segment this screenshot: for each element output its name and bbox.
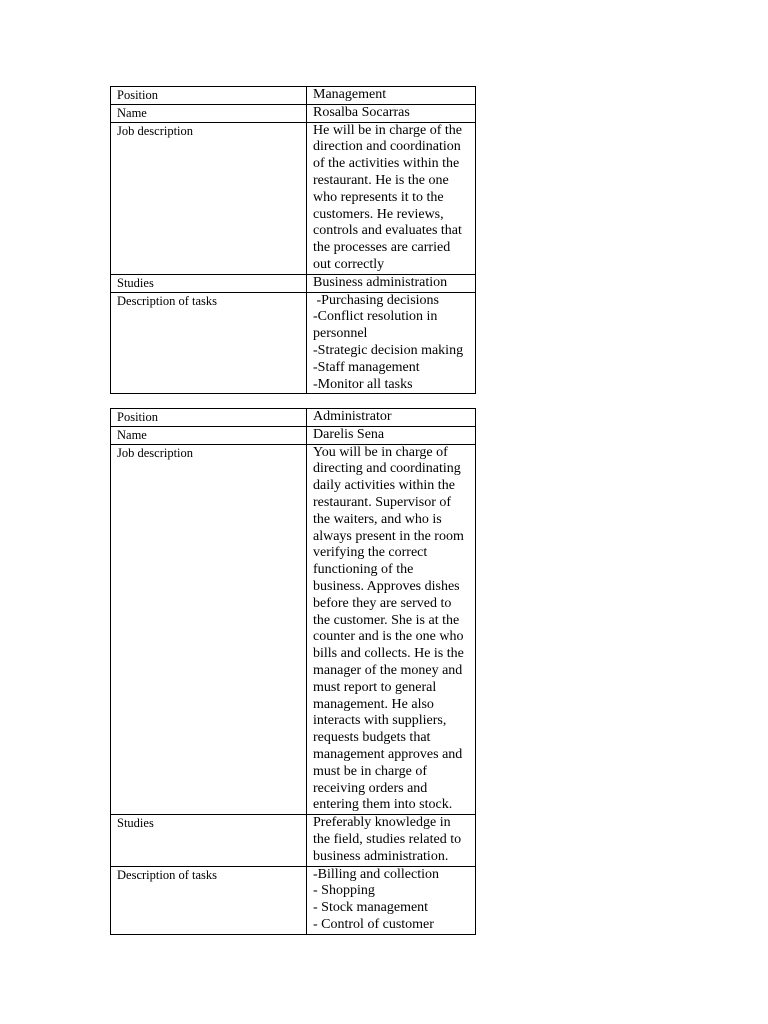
row-label: Description of tasks (111, 866, 307, 934)
value-line: the processes are carried (313, 240, 451, 256)
value-line: -Strategic decision making (313, 342, 464, 358)
value-line: -Conflict resolution in (313, 309, 438, 325)
row-label: Position (111, 409, 307, 427)
row-label: Description of tasks (111, 292, 307, 394)
row-label: Position (111, 87, 307, 105)
value-line: must be in charge of (313, 763, 428, 779)
value-line: -Monitor all tasks (313, 376, 413, 392)
table-row (111, 409, 476, 427)
value-line: who represents it to the (313, 189, 444, 205)
value-line: Preferably knowledge in (313, 815, 451, 831)
row-label: Studies (111, 815, 307, 866)
row-label: Name (111, 104, 307, 122)
table-row (111, 866, 476, 934)
row-label: Studies (111, 274, 307, 292)
row-value (307, 292, 476, 394)
row-label: Job description (111, 444, 307, 815)
value-line: restaurant. Supervisor of (313, 494, 452, 510)
value-line: - Shopping (313, 883, 375, 899)
value-line: management approves and (313, 746, 463, 762)
table-row (111, 815, 476, 866)
value-line: - Stock management (313, 900, 429, 916)
value-line: always present in the room (313, 528, 464, 544)
value-line: Administrator (313, 409, 392, 424)
job-table-management (110, 86, 476, 394)
row-value (307, 444, 476, 815)
row-value (307, 409, 476, 427)
value-line: -Billing and collection (313, 866, 439, 882)
value-line: Rosalba Socarras (313, 104, 410, 120)
value-line: interacts with suppliers, (313, 713, 447, 729)
value-line: must report to general (313, 679, 437, 695)
value-line: verifying the correct (313, 545, 428, 561)
value-line: counter and is the one who (313, 629, 464, 645)
table-row (111, 444, 476, 815)
value-line: the customer. She is at the (313, 612, 460, 628)
value-line: bills and collects. He is the (313, 646, 464, 662)
row-value (307, 866, 476, 934)
job-table-administrator (110, 408, 476, 935)
value-line: customers. He reviews, (313, 206, 444, 222)
value-line: business. Approves dishes (313, 578, 460, 594)
table-row (111, 426, 476, 444)
table-row (111, 292, 476, 394)
value-line: -Purchasing decisions (313, 292, 439, 308)
value-line: Darelis Sena (313, 426, 385, 442)
value-line: out correctly (313, 256, 385, 272)
table-row (111, 122, 476, 274)
value-line: personnel (313, 326, 368, 342)
value-line: Management (313, 87, 387, 102)
value-line: He will be in charge of the (313, 122, 463, 138)
table-row (111, 87, 476, 105)
value-line: functioning of the (313, 562, 414, 578)
row-value (307, 426, 476, 444)
row-value (307, 104, 476, 122)
row-value (307, 274, 476, 292)
value-line: -Staff management (313, 359, 420, 375)
value-line: before they are served to (313, 595, 452, 611)
value-line: entering them into stock. (313, 797, 453, 813)
value-line: daily activities within the (313, 478, 455, 494)
row-label: Job description (111, 122, 307, 274)
job-table-body (111, 87, 476, 394)
value-line: restaurant. He is the one (313, 172, 449, 188)
value-line: direction and coordination (313, 139, 461, 155)
value-line: directing and coordinating (313, 461, 461, 477)
value-line: management. He also (313, 696, 434, 712)
value-line: the field, studies related to (313, 831, 462, 847)
job-table-body (111, 409, 476, 935)
value-line: controls and evaluates that (313, 223, 462, 239)
table-row (111, 104, 476, 122)
row-value (307, 87, 476, 105)
value-line: receiving orders and (313, 780, 428, 796)
value-line: of the activities within the (313, 156, 460, 172)
row-label: Name (111, 426, 307, 444)
value-line: manager of the money and (313, 662, 463, 678)
value-line: requests budgets that (313, 730, 431, 746)
value-line: business administration. (313, 848, 449, 864)
row-value (307, 815, 476, 866)
value-line: - Control of customer (313, 916, 434, 932)
row-value (307, 122, 476, 274)
table-row (111, 274, 476, 292)
value-line: You will be in charge of (313, 444, 448, 460)
value-line: the waiters, and who is (313, 511, 442, 527)
value-line: Business administration (313, 274, 448, 290)
